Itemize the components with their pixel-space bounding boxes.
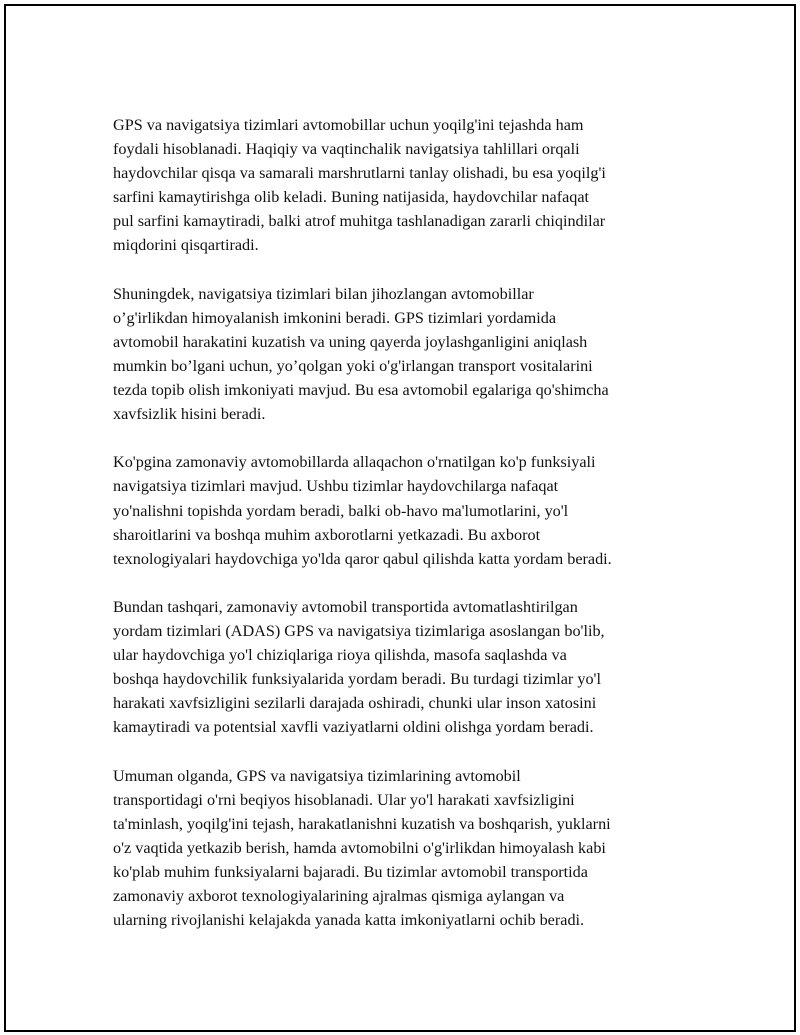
- paragraph-conclusion: Umuman olganda, GPS va navigatsiya tizimlarining avtomobil transportidagi o'rni beqiyos hisoblanadi. Ular yo'l harakati xavfsizligini ta'minlash, yoqilg'ini tejash, harakatlanishni kuzatish va boshqarish, yuklarni o'z vaqtida yetkazib berish, hamda avtomobilni o'g'irlikdan himoyalash kabi ko'plab muhim funksiyalarni bajaradi. Bu tizimlar avtomobil transportida zamonaviy axborot texnologiyalarining ajralmas qismiga aylangan va ularning rivojlanishi kelajakda yanada katta imkoniyatlarni ochib beradi.: [113, 766, 611, 930]
- paragraph-multifunction-systems: Ko'pgina zamonaviy avtomobillarda allaqachon o'rnatilgan ko'p funksiyali navigatsiya tizimlari mavjud. Ushbu tizimlar haydovchilarga nafaqat yo'nalishni topishda yordam beradi, balki ob-havo ma'lumotlarini, yo'l sharoitlarini va boshqa muhim axborotlarni yetkazadi. Bu axborot texnologiyalari haydovchiga yo'lda qaror qabul qilishda katta yordam beradi.: [113, 453, 612, 568]
- paragraph-adas: Bundan tashqari, zamonaviy avtomobil transportida avtomatlashtirilgan yordam tizimlari (ADAS) GPS va navigatsiya tizimlariga asoslangan bo'lib, ular haydovchiga yo'l chiziqlariga rioya qilishda, masofa saqlashda va boshqa haydovchilik funksiyalarida yordam beradi. Bu turdagi tizimlar yo'l harakati xavfsizligini sezilarli darajada oshiradi, chunki ular inson xatosini kamaytiradi va potentsial xavfli vaziyatlarni oldini olishga yordam beradi.: [113, 597, 605, 737]
- paragraph-fuel-saving: GPS va navigatsiya tizimlari avtomobillar uchun yoqilg'ini tejashda ham foydali hisoblanadi. Haqiqiy va vaqtinchalik navigatsiya tahlillari orqali haydovchilar qisqa va samarali marshrutlarni tanlay olishadi, bu esa yoqilg'i sarfini kamaytirishga olib keladi. Buning natijasida, haydovchilar nafaqat pul sarfini kamaytiradi, balki atrof muhitga tashlanadigan zararli chiqindilar miqdorini qisqartiradi.: [113, 116, 606, 255]
- paragraph-theft-protection: Shuningdek, navigatsiya tizimlari bilan jihozlangan avtomobillar o’g'irlikdan himoyalanish imkonini beradi. GPS tizimlari yordamida avtomobil harakatini kuzatish va uning qayerda joylashganligini aniqlash mumkin bo’lgani uchun, yo’qolgan yoki o'g'irlangan transport vositalarini tezda topib olish imkoniyati mavjud. Bu esa avtomobil egalariga qo'shimcha xavfsizlik hisini beradi.: [113, 284, 609, 424]
- document-body: [113, 113, 693, 932]
